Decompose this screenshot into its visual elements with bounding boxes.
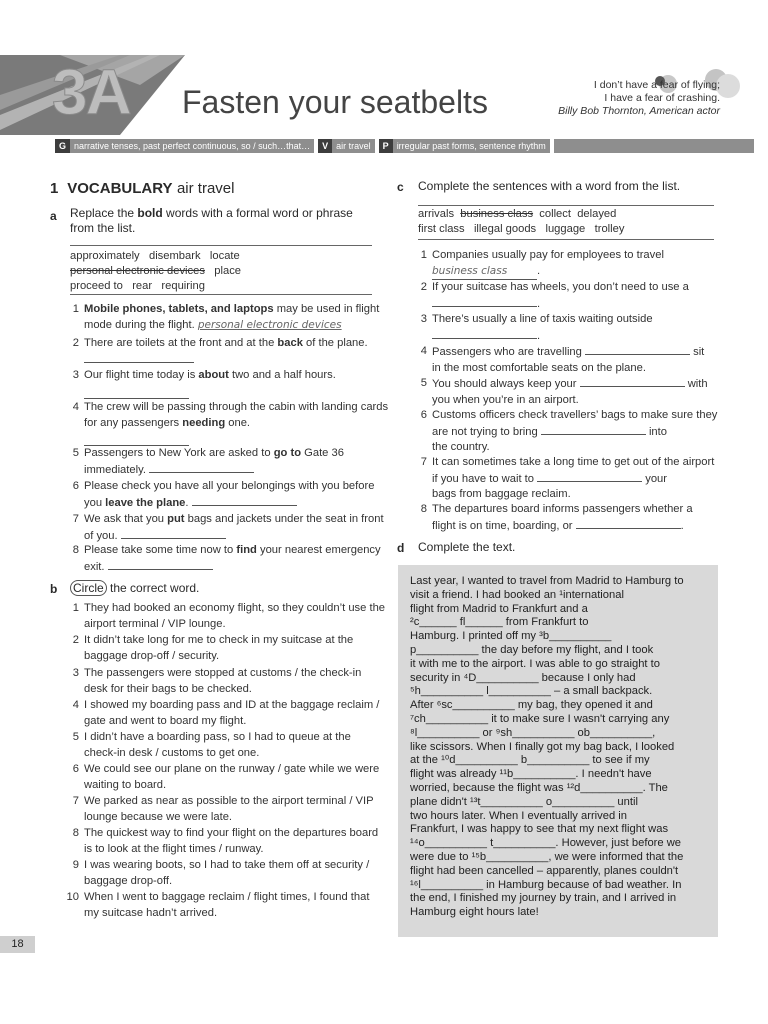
item-text-part: There’s usually a line of taxis waiting outside: [432, 313, 653, 325]
item-text: We parked as near as possible to the airport terminal / VIP lounge because we were late.: [84, 795, 374, 823]
divider: [418, 239, 714, 240]
item-number: 8: [72, 544, 79, 556]
item-text: [84, 479, 390, 511]
answer-blank[interactable]: [585, 344, 690, 355]
list-item: [65, 400, 390, 448]
item-text: I showed my boarding pass and ID at the baggage reclaim / gate and went to board my flight.: [84, 699, 380, 727]
bold-phrase: Mobile phones, tablets, and laptops: [84, 303, 274, 315]
answer-handwritten: business class: [432, 264, 537, 281]
item-number: 9: [72, 859, 79, 871]
exercise-a-items: [65, 302, 390, 582]
item-number: 5: [72, 447, 79, 459]
item-text: The quickest way to find your flight on the departures board is to look at the flight times / runway.: [84, 827, 379, 855]
item-text: [84, 302, 390, 333]
tag-key: P: [379, 139, 393, 153]
item-number: 7: [72, 513, 79, 525]
list-item: [65, 512, 390, 544]
topic-tags: [55, 139, 754, 153]
answer-blank[interactable]: [192, 495, 297, 506]
item-number: 8: [420, 503, 427, 515]
text-line: like scissors. When I finally got my bag back, I looked: [410, 740, 675, 753]
word-list-line: [70, 264, 241, 279]
item-text-part: You should always keep your: [432, 378, 577, 390]
item-text-part: your: [645, 472, 667, 485]
text-line: ¹⁴o__________ t__________. However, just before we: [410, 837, 682, 850]
text-line: plane didn't ¹³t__________ o__________ until: [410, 795, 638, 808]
word-list-line: [418, 207, 624, 222]
tag-pronunciation: [379, 139, 550, 153]
text-line: were due to ¹⁵b__________, we were informed that the: [410, 850, 684, 863]
exercise-instruction: [70, 581, 199, 596]
bold-phrase: back: [277, 337, 303, 349]
item-text-part: with: [687, 378, 708, 390]
item-text-part: There are toilets at the front and at the: [84, 337, 278, 349]
word-list-text: collect delayed: [533, 208, 617, 220]
instruction-text: the correct word.: [110, 581, 200, 595]
item-text-part: of the plane.: [302, 337, 368, 349]
exercise-letter: a: [50, 209, 57, 223]
item-text-part: Our flight time today is: [84, 369, 199, 381]
divider: [70, 294, 372, 295]
text-line: flight from Madrid to Frankfurt and a: [410, 602, 588, 615]
list-item: [65, 446, 390, 478]
item-text-part: your nearest emergency exit.: [84, 544, 381, 573]
list-item: [65, 336, 390, 368]
item-text-part: bags and jackets under the seat in front of you.: [84, 513, 384, 542]
text-line: flight had been cancelled – apparently, planes couldn't: [410, 864, 679, 877]
text-line: it with me to the airport. I was able to go straight to: [410, 657, 660, 670]
item-text-part: The departures board informs passengers whether a flight is on time, boarding, or: [432, 503, 693, 532]
tag-value: narrative tenses, past perfect continuous, so / such…that…: [74, 141, 311, 151]
used-word: business class: [460, 208, 534, 220]
item-number: 1: [72, 303, 79, 315]
item-text-part: .: [185, 496, 189, 509]
item-text: [432, 408, 718, 456]
word-list-text: arrivals: [418, 208, 461, 220]
item-number: 6: [72, 480, 79, 492]
unit-code: 3A: [52, 56, 130, 128]
item-text: We could see our plane on the runway / gate while we were waiting to board.: [84, 763, 380, 791]
item-text: [84, 512, 390, 544]
text-line: flight was already ¹¹b__________. I needn't have: [410, 768, 652, 781]
quote-author: Billy Bob Thornton, American actor: [558, 105, 720, 117]
item-text-part: Customs officers check travellers’ bags to make sure they are not trying to bring: [432, 409, 718, 438]
answer-blank[interactable]: [108, 559, 213, 570]
section-number: 1: [50, 180, 59, 197]
tag-key: V: [318, 139, 332, 153]
bold-phrase: put: [167, 513, 185, 525]
answer-blank[interactable]: [580, 376, 685, 387]
item-text: [84, 543, 390, 575]
item-number: 7: [420, 456, 427, 468]
tag-key: G: [55, 139, 70, 153]
bold-phrase: leave the plane: [105, 496, 186, 509]
item-text-part: sit: [693, 346, 705, 358]
page-number: 18: [0, 936, 35, 953]
bold-phrase: find: [236, 544, 257, 556]
item-text-part: two and a half hours.: [228, 369, 336, 381]
page-title: Fasten your seatbelts: [182, 84, 488, 120]
item-text-part: If your suitcase has wheels, you don’t need to use a: [432, 281, 689, 293]
word-list-line: proceed to rear requiring: [70, 280, 205, 292]
bold-phrase: go to: [273, 447, 302, 459]
item-number: 2: [72, 337, 79, 349]
item-number: 10: [66, 891, 79, 903]
item-text: It didn’t take long for me to check in my suitcase at the baggage drop-off / security.: [84, 634, 354, 662]
exercise-letter: b: [50, 582, 58, 596]
item-text-part: We ask that you: [84, 513, 168, 525]
item-text: Companies usually pay for employees to travel business class .: [432, 248, 718, 280]
text-line: Hamburg eight hours late!: [410, 906, 539, 919]
item-text: The departures board informs passengers whether a flight is on time, boarding, or .: [432, 503, 693, 532]
exercise-instruction: Complete the sentences with a word from the list.: [418, 179, 681, 193]
item-text: [84, 368, 390, 404]
list-item: [65, 479, 390, 511]
item-text: [432, 455, 718, 503]
item-text: The passengers were stopped at customs / the check-in desk for their bags to be checked.: [84, 667, 362, 695]
exercise-letter: d: [397, 541, 405, 555]
text-line: Last year, I wanted to travel from Madrid to Hamburg to: [410, 575, 684, 587]
word-list: [418, 207, 624, 237]
list-item: [65, 368, 390, 400]
answer-blank[interactable]: [149, 462, 254, 473]
text-line: ⁷ch__________ it to make sure I wasn't carrying any: [410, 712, 670, 725]
item-text: I was wearing boots, so I had to take them off at security / baggage drop-off.: [84, 859, 370, 887]
list-item: [65, 302, 390, 334]
text-line: security in ⁴D__________ because I only had: [410, 671, 636, 684]
tag-bar-filler: [554, 139, 754, 153]
item-number: 1: [420, 249, 427, 261]
tag-grammar: [55, 139, 314, 153]
item-text: They had booked an economy flight, so they couldn’t use the airport terminal / VIP lounge.: [84, 602, 386, 630]
answer-blank[interactable]: [576, 518, 681, 529]
item-number: 3: [420, 313, 427, 325]
answer-blank[interactable]: [432, 328, 537, 339]
used-word: personal electronic devices: [70, 265, 205, 277]
answer-blank[interactable]: [537, 471, 642, 482]
item-number: 4: [420, 345, 427, 357]
circle-word: Circle: [70, 580, 107, 596]
item-text-part: may be used in flight mode during the flight.: [84, 303, 380, 331]
gap-fill-text-box: [398, 565, 718, 937]
text-line: After ⁶sc__________ my bag, they opened it and: [410, 699, 653, 712]
item-number: 4: [72, 699, 79, 711]
item-text-part: Companies usually pay for employees to travel: [432, 249, 664, 261]
item-text: There’s usually a line of taxis waiting outside .: [432, 313, 653, 342]
item-number: 3: [72, 667, 79, 679]
list-item: [65, 543, 390, 575]
exercise-b-items: [65, 601, 385, 923]
item-number: 4: [72, 401, 79, 413]
item-number: 6: [420, 409, 427, 421]
item-text-part: in the most comfortable seats on the plane.: [432, 361, 646, 374]
header-quote: [558, 79, 720, 118]
exercise-instruction: Replace the bold words with a formal word or phrase from the list.: [70, 206, 353, 235]
section-heading: [50, 180, 235, 198]
item-text: [432, 344, 718, 376]
item-number: 8: [72, 827, 79, 839]
exercise-instruction: Complete the text.: [418, 540, 516, 554]
text-line: ²c______ fl______ from Frankfurt to: [410, 616, 589, 629]
item-number: 2: [72, 634, 79, 646]
item-text-part: The crew will be passing through the cabin with landing cards for any passengers: [84, 401, 389, 429]
text-line: two hours later. When I eventually arrived in: [410, 809, 628, 822]
text-line: p__________ the day before my flight, and I took: [410, 643, 654, 656]
quote-line: I have a fear of crashing.: [604, 92, 720, 104]
quote-line: I don’t have a fear of flying;: [593, 79, 720, 91]
divider: [70, 245, 372, 246]
text-line: visit a friend. I had booked an ¹international: [410, 588, 624, 601]
item-number: 5: [72, 731, 79, 743]
item-text-part: bags from baggage reclaim.: [432, 488, 571, 501]
text-line: ⁸l__________ or ⁹sh__________ ob__________,: [410, 726, 656, 739]
item-text: [432, 376, 718, 408]
item-number: 7: [72, 795, 79, 807]
text-line: Frankfurt, I was happy to see that my next flight was: [410, 823, 669, 836]
item-text-part: into: [648, 425, 667, 438]
item-number: 1: [72, 602, 79, 614]
item-text: [84, 446, 390, 478]
item-text-part: Please check you have all your belongings with you before you: [84, 480, 375, 509]
item-text-part: Passengers to New York are asked to: [84, 447, 274, 459]
section-title-bold: VOCABULARY: [67, 180, 173, 197]
item-text-part: Please take some time now to: [84, 544, 237, 556]
item-text-part: the country.: [432, 441, 490, 454]
answer-blank[interactable]: [84, 435, 189, 446]
text-line: at the ¹⁰d__________ b__________ to see if my: [410, 754, 650, 767]
item-text-part: one.: [225, 416, 251, 429]
item-text-part: Gate 36 immediately.: [84, 447, 344, 476]
bold-phrase: needing: [182, 416, 226, 429]
item-text: [84, 400, 390, 452]
answer-blank[interactable]: [84, 352, 194, 363]
answer-blank[interactable]: [121, 528, 226, 539]
text-line: Hamburg. I printed off my ³b__________: [410, 630, 612, 643]
text-line: ⁵h__________ l__________ – a small backpack.: [410, 685, 653, 698]
answer-blank[interactable]: [541, 424, 646, 435]
word-list-line: first class illegal goods luggage trolley: [418, 223, 625, 235]
item-text: I didn’t have a boarding pass, so I had to queue at the check-in desk / customs to get one.: [84, 731, 351, 759]
answer-blank[interactable]: [432, 296, 537, 307]
tag-value: irregular past forms, sentence rhythm: [396, 141, 546, 151]
item-text: When I went to baggage reclaim / flight times, I found that my suitcase hadn’t arrived.: [84, 891, 370, 919]
section-title: air travel: [176, 180, 235, 197]
answer-handwritten: personal electronic devices: [197, 318, 342, 331]
item-text: If your suitcase has wheels, you don’t need to use a .: [432, 281, 689, 310]
bold-phrase: about: [198, 369, 229, 381]
divider: [418, 205, 714, 206]
word-list-text: place: [204, 265, 242, 277]
item-number: 3: [72, 369, 79, 381]
item-text: [84, 336, 390, 368]
exercise-letter: c: [397, 180, 404, 194]
tag-vocabulary: [318, 139, 375, 153]
item-number: 2: [420, 281, 427, 293]
tag-value: air travel: [336, 141, 371, 151]
word-list: [70, 249, 241, 294]
text-line: worried, because the flight was ¹²d__________. The: [410, 781, 668, 794]
item-text-part: It can sometimes take a long time to get out of the airport if you have to wait to: [432, 456, 715, 485]
text-line: the end, I finished my journey by train, and I arrived in: [410, 892, 677, 905]
word-list-line: approximately disembark locate: [70, 250, 240, 262]
answer-blank[interactable]: [84, 388, 189, 399]
item-number: 6: [72, 763, 79, 775]
item-number: 5: [420, 377, 427, 389]
item-text-part: Passengers who are travelling: [432, 346, 582, 358]
exercise-c-items: [413, 248, 718, 538]
gap-fill-text[interactable]: [410, 575, 708, 920]
item-text-part: you when you’re in an airport.: [432, 393, 579, 406]
text-line: ¹⁶l__________ in Hamburg because of bad weather. In: [410, 878, 682, 891]
